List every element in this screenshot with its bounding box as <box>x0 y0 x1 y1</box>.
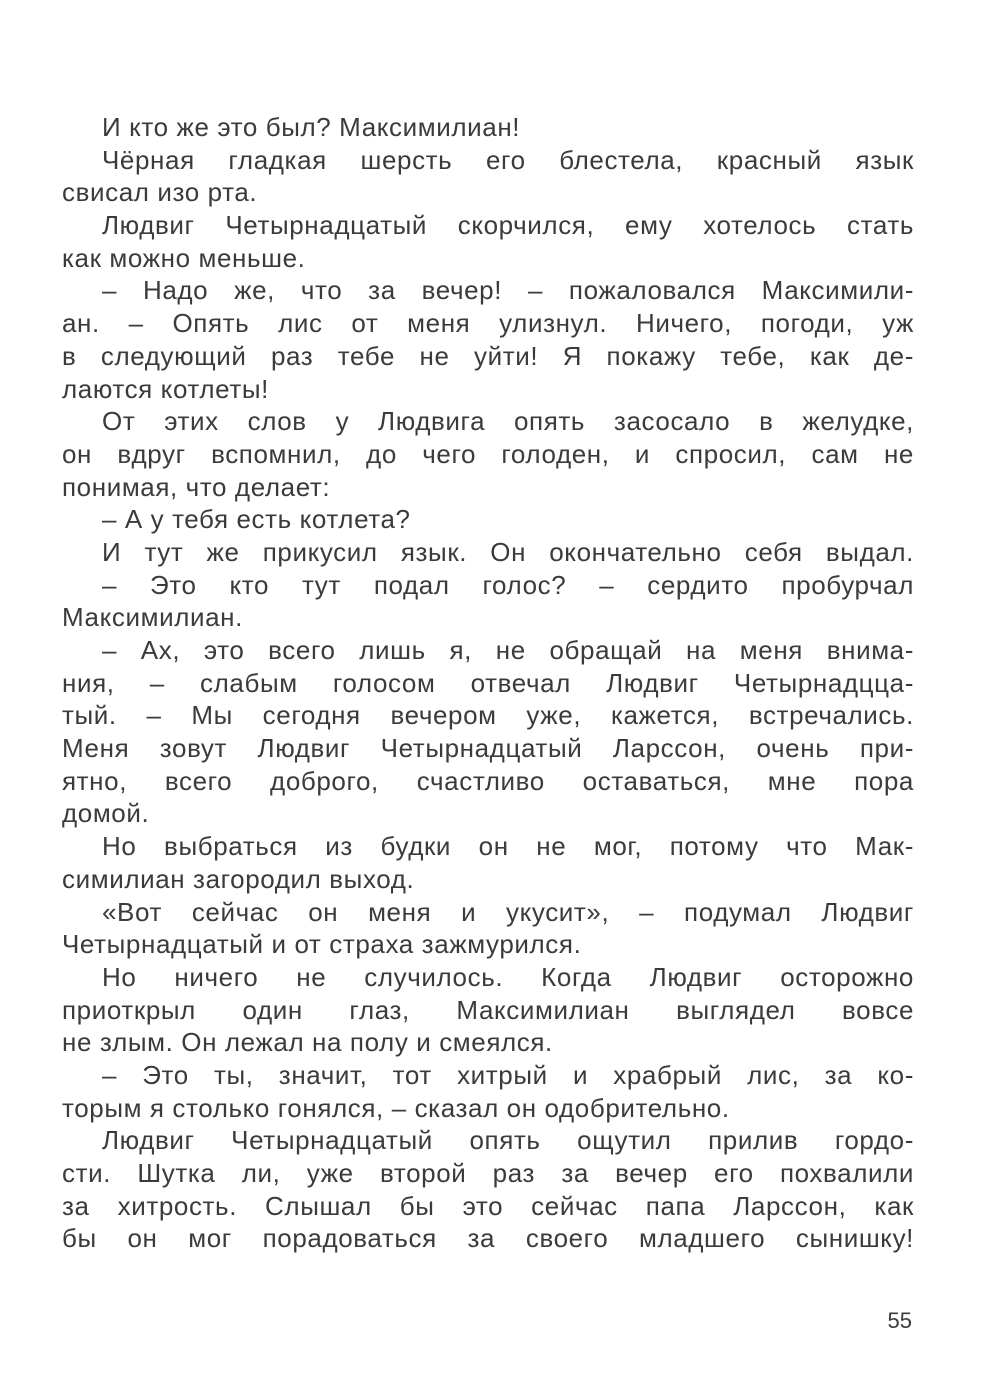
text-line: – Ах, это всего лишь я, не обращай на меня внима- <box>102 635 914 665</box>
text-line: как можно меньше. <box>62 242 306 273</box>
text-line: Людвиг Четырнадцатый скорчился, ему хотелось стать <box>102 210 914 241</box>
text-line: – А у тебя есть котлета? <box>102 504 411 535</box>
text-line: Чёрная гладкая шерсть его блестела, красный язык <box>102 144 914 175</box>
text-body <box>62 111 914 1255</box>
text-line: торым я столько гонялся, – сказал он одобрительно. <box>62 1092 730 1123</box>
text-line: Но ничего не случилось. Когда Людвиг осторожно <box>102 961 914 992</box>
text-line: за хитрость. Слышал бы это сейчас папа Ларссон, как <box>62 1190 914 1221</box>
text-line: ан. – Опять лис от меня улизнул. Ничего, погоди, уж <box>62 308 914 339</box>
text-line: Четырнадцатый и от страха зажмурился. <box>62 929 582 960</box>
text-line: свисал изо рта. <box>62 177 258 208</box>
page-number: 55 <box>887 1308 912 1333</box>
text-line: Меня зовут Людвиг Четырнадцатый Ларссон, очень при- <box>62 733 914 764</box>
text-line: он вдруг вспомнил, до чего голоден, и спросил, сам не <box>62 438 914 469</box>
text-line: «Вот сейчас он меня и укусит», – подумал Людвиг <box>102 896 914 927</box>
text-line: понимая, что делает: <box>62 471 331 502</box>
text-line: От этих слов у Людвига опять засосало в желудке, <box>102 406 914 437</box>
text-line: домой. <box>62 798 150 829</box>
text-line: в следующий раз тебе не уйти! Я покажу тебе, как де- <box>62 340 914 371</box>
text-line: ятно, всего доброго, счастливо оставаться, мне пора <box>62 765 914 796</box>
text-line: – Надо же, что за вечер! – пожаловался Максимили- <box>102 275 914 306</box>
text-line: И тут же прикусил язык. Он окончательно себя выдал. <box>102 536 914 567</box>
text-line: не злым. Он лежал на полу и смеялся. <box>62 1027 553 1058</box>
text-line: Но выбраться из будки он не мог, потому что Мак- <box>102 831 914 862</box>
text-line: – Это кто тут подал голос? – сердито пробурчал <box>102 569 914 600</box>
text-line: приоткрыл один глаз, Максимилиан выглядел вовсе <box>62 994 914 1025</box>
text-line: тый. – Мы сегодня вечером уже, кажется, встречались. <box>62 700 914 731</box>
text-line: сти. Шутка ли, уже второй раз за вечер его похвалили <box>62 1158 914 1188</box>
text-line: симилиан загородил выход. <box>62 863 415 894</box>
text-line: бы он мог порадоваться за своего младшего сынишку! <box>62 1223 914 1254</box>
text-line: И кто же это был? Максимилиан! <box>102 112 521 142</box>
text-line: Максимилиан. <box>62 602 243 633</box>
text-line: ния, – слабым голосом отвечал Людвиг Четырнадцца- <box>62 667 914 698</box>
text-line: – Это ты, значит, тот хитрый и храбрый лис, за ко- <box>102 1059 914 1090</box>
text-line: Людвиг Четырнадцатый опять ощутил прилив гордо- <box>102 1125 914 1156</box>
text-line: лаются котлеты! <box>62 373 269 404</box>
